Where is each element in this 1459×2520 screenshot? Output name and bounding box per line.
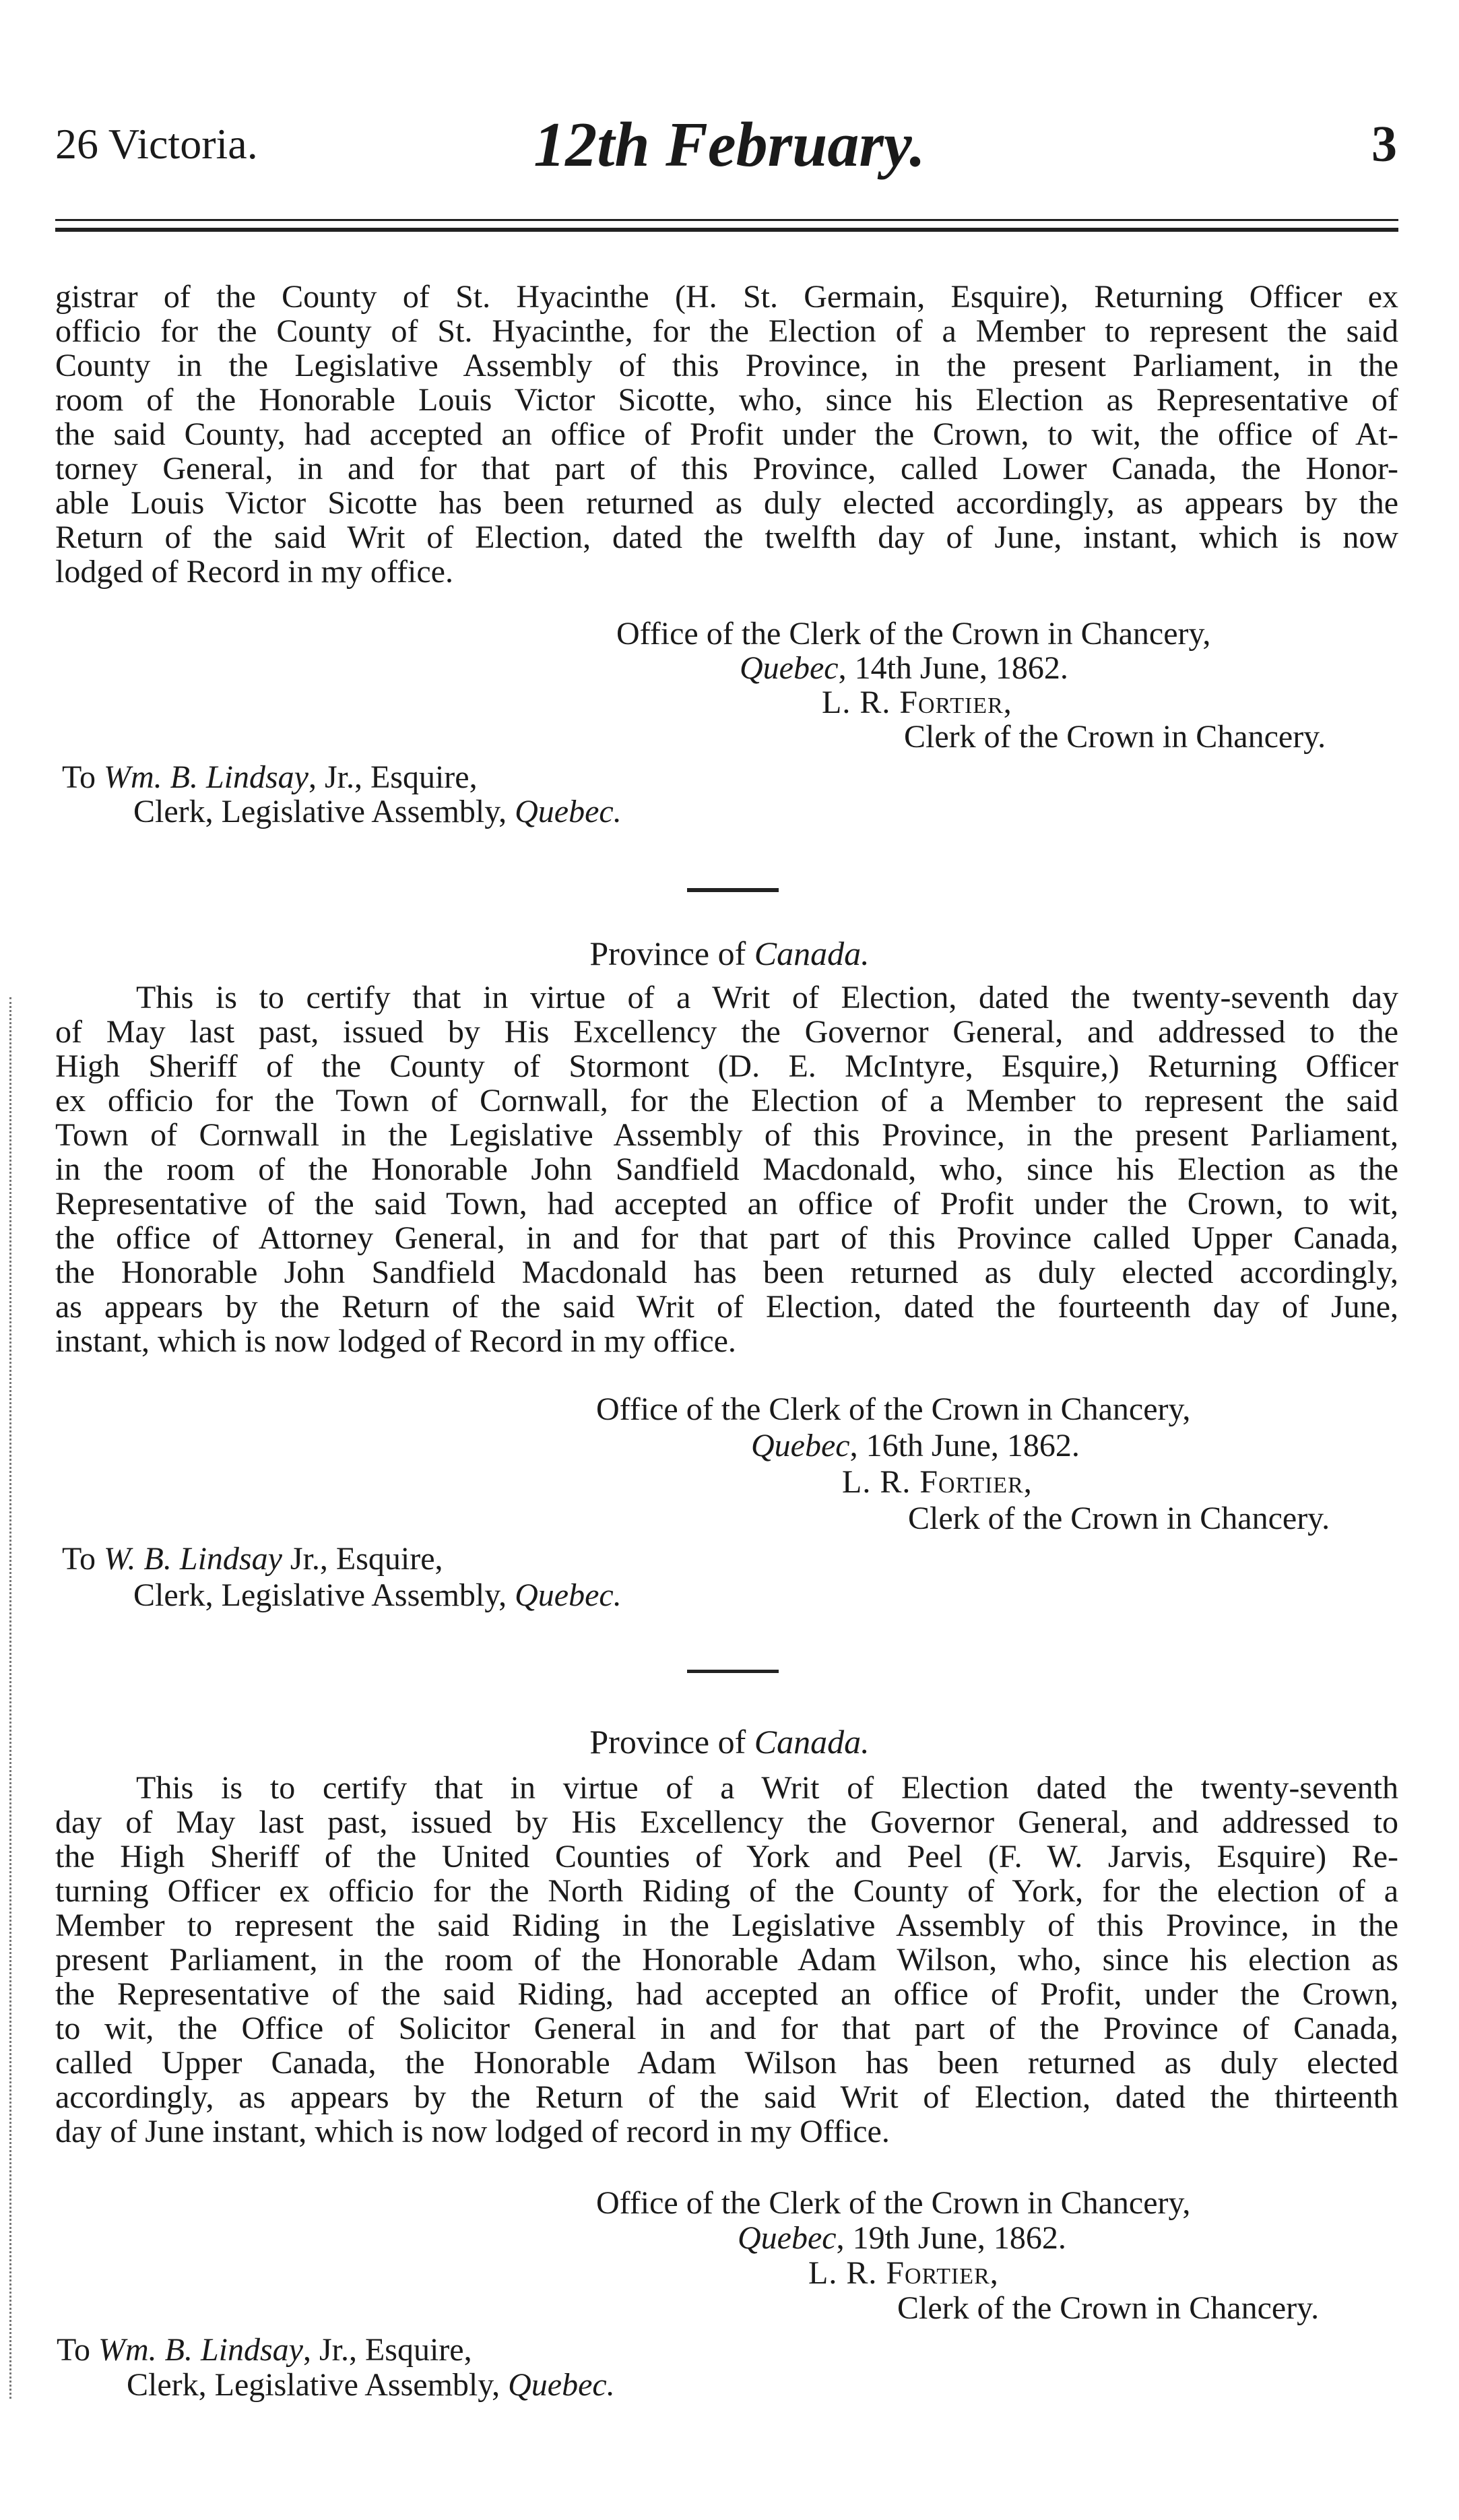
header-rule-thick [55, 228, 1398, 232]
section-separator [687, 1670, 779, 1673]
notice2-line: of May last past, issued by His Excellency the Governor General, and addressed to the [55, 1014, 1398, 1050]
notice3-line: called Upper Canada, the Honorable Adam Wilson has been returned as duly elected [55, 2045, 1398, 2081]
notice2-dateline [751, 1428, 1080, 1463]
notice3-line: day of June instant, which is now lodged of record in my Office. [55, 2114, 890, 2149]
notice1-place: Quebec [740, 650, 839, 686]
notice1-addressee-title: Clerk, Legislative Assembly, Quebec. [133, 794, 622, 829]
notice3-line: present Parliament, in the room of the Honorable Adam Wilson, who, since his election as [55, 1942, 1398, 1978]
regnal-year: 26 Victoria. [55, 120, 258, 168]
notice3-place: Quebec [738, 2220, 837, 2256]
notice2-line: Representative of the said Town, had accepted an office of Profit under the Crown, to wit, [55, 1186, 1398, 1222]
notice2-signatory: L. R. Fortier, [842, 1464, 1033, 1500]
notice3-office: Office of the Clerk of the Crown in Chancery, [596, 2185, 1191, 2221]
page-number: 3 [1371, 116, 1397, 172]
notice2-line: as appears by the Return of the said Writ of Election, dated the fourteenth day of June, [55, 1289, 1398, 1325]
page-title-date: 12th February. [533, 110, 926, 180]
notice3-title: Province of Canada. [589, 1723, 870, 1761]
notice3-line: to wit, the Office of Solicitor General in and for that part of the Province of Canada, [55, 2011, 1398, 2046]
notice3-body [55, 1771, 1398, 2149]
notice3-signatory-title: Clerk of the Crown in Chancery. [897, 2290, 1320, 2326]
notice3-addressee: To Wm. B. Lindsay, Jr., Esquire, [57, 2332, 472, 2368]
notice1-signatory-title: Clerk of the Crown in Chancery. [904, 719, 1326, 755]
notice1-line: Return of the said Writ of Election, dated the twelfth day of June, instant, which is now [55, 519, 1398, 555]
notice2-signatory-title: Clerk of the Crown in Chancery. [908, 1501, 1330, 1536]
notice1-line: gistrar of the County of St. Hyacinthe (H. St. Germain, Esquire), Returning Officer ex [55, 279, 1398, 315]
notice2-line: the office of Attorney General, in and for that part of this Province called Upper Canada, [55, 1220, 1398, 1256]
notice2-place: Quebec [751, 1428, 850, 1463]
notice2-body [55, 980, 1398, 1358]
notice1-line: room of the Honorable Louis Victor Sicotte, who, since his Election as Representative of [55, 382, 1398, 418]
notice2-line: in the room of the Honorable John Sandfield Macdonald, who, since his Election as the [55, 1152, 1398, 1187]
notice3-addressee-name: Wm. B. Lindsay [98, 2332, 303, 2368]
notice1-addressee: To Wm. B. Lindsay, Jr., Esquire, [62, 759, 478, 795]
notice3-line: day of May last past, issued by His Excellency the Governor General, and addressed to [55, 1804, 1398, 1840]
notice2-addressee: To W. B. Lindsay Jr., Esquire, [62, 1541, 443, 1577]
notice3-dateline [738, 2221, 1066, 2255]
notice1-line: officio for the County of St. Hyacinthe, for the Election of a Member to represent the said [55, 313, 1398, 349]
header-rule [55, 219, 1398, 221]
notice2-line: instant, which is now lodged of Record in my office. [55, 1323, 736, 1359]
notice1-dateline [740, 651, 1068, 685]
notice2-addressee-name: W. B. Lindsay [103, 1541, 282, 1577]
notice1-signatory: L. R. Fortier, [822, 685, 1012, 720]
notice2-addressee-title: Clerk, Legislative Assembly, Quebec. [133, 1577, 622, 1613]
notice1-line: able Louis Victor Sicotte has been returned as duly elected accordingly, as appears by the [55, 485, 1398, 521]
notice1-date: , 14th June, 1862. [838, 650, 1068, 686]
notice1-line: the said County, had accepted an office of Profit under the Crown, to wit, the office of At- [55, 416, 1398, 452]
notice3-line: the Representative of the said Riding, had accepted an office of Profit, under the Crown, [55, 1976, 1398, 2012]
notice3-line: This is to certify that in virtue of a Writ of Election dated the twenty-seventh [136, 1770, 1398, 1806]
notice3-signatory: L. R. Fortier, [808, 2255, 999, 2291]
notice2-office: Office of the Clerk of the Crown in Chancery, [596, 1391, 1191, 1427]
notice3-addressee-title: Clerk, Legislative Assembly, Quebec. [127, 2367, 615, 2403]
notice3-date: , 19th June, 1862. [836, 2220, 1066, 2256]
notice3-line: turning Officer ex officio for the North Riding of the County of York, for the election of a [55, 1873, 1398, 1909]
notice3-line: Member to represent the said Riding in the Legislative Assembly of this Province, in the [55, 1908, 1398, 1943]
notice1-office: Office of the Clerk of the Crown in Chancery, [616, 616, 1211, 652]
notice2-line: Town of Cornwall in the Legislative Assembly of this Province, in the present Parliament, [55, 1117, 1398, 1153]
notice2-date: , 16th June, 1862. [849, 1428, 1080, 1463]
notice1-addressee-name: Wm. B. Lindsay [103, 759, 309, 795]
notice1-line: torney General, in and for that part of this Province, called Lower Canada, the Honor- [55, 451, 1398, 486]
notice3-line: accordingly, as appears by the Return of the said Writ of Election, dated the thirteenth [55, 2079, 1398, 2115]
notice2-line: This is to certify that in virtue of a Writ of Election, dated the twenty-seventh day [136, 980, 1398, 1015]
notice3-line: the High Sheriff of the United Counties of York and Peel (F. W. Jarvis, Esquire) Re- [55, 1839, 1398, 1875]
section-separator [687, 888, 779, 892]
notice2-title: Province of Canada. [589, 935, 870, 972]
binding-margin-marks [9, 997, 14, 2399]
notice1-body [55, 280, 1398, 589]
notice2-line: High Sheriff of the County of Stormont (D. E. McIntyre, Esquire,) Returning Officer [55, 1048, 1398, 1084]
notice1-line: County in the Legislative Assembly of this Province, in the present Parliament, in the [55, 348, 1398, 383]
notice2-line: ex officio for the Town of Cornwall, for the Election of a Member to represent the said [55, 1083, 1398, 1119]
notice2-line: the Honorable John Sandfield Macdonald has been returned as duly elected accordingly, [55, 1255, 1398, 1290]
notice1-line: lodged of Record in my office. [55, 554, 453, 590]
